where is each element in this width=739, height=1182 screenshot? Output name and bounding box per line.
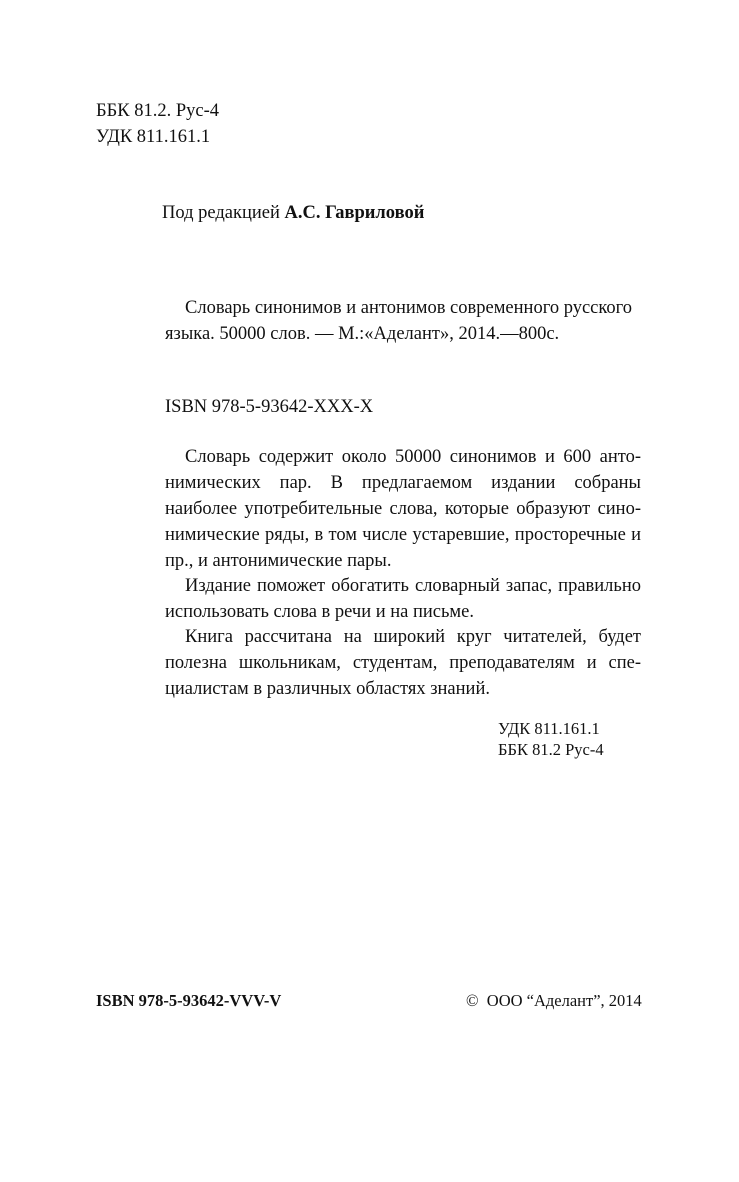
annotation-p3-line-2: полезна школьникам, студентам, преподавателям и спе- bbox=[165, 653, 641, 673]
citation-line-2: языка. 50000 слов. — М.:«Аделант», 2014.—800с. bbox=[165, 324, 560, 344]
copyright-symbol: © bbox=[466, 991, 479, 1010]
udk-code-top: УДК 811.161.1 bbox=[96, 127, 211, 147]
annotation-p3-line-1: Книга рассчитана на широкий круг читателей, будет bbox=[185, 627, 641, 647]
annotation-p3-line-3: циалистам в различных областях знаний. bbox=[165, 679, 490, 699]
editor-name: А.С. Гавриловой bbox=[284, 203, 425, 223]
citation-line-1: Словарь синонимов и антонимов современного русского bbox=[185, 298, 633, 318]
annotation-p1-line-5: пр., и антонимические пары. bbox=[165, 551, 392, 571]
annotation-p1-line-1: Словарь содержит около 50000 синонимов и 600 анто- bbox=[185, 447, 641, 467]
editor-line bbox=[162, 202, 424, 224]
bbk-code-bottom: ББК 81.2 Рус-4 bbox=[498, 740, 604, 759]
isbn-main: ISBN 978-5-93642-XXX-X bbox=[165, 397, 374, 417]
annotation-p1-line-2: нимических пар. В предлагаемом издании собраны bbox=[165, 473, 641, 493]
bbk-code-top: ББК 81.2. Рус-4 bbox=[96, 101, 219, 121]
annotation-p2-line-2: использовать слова в речи и на письме. bbox=[165, 602, 474, 622]
copyright-text: ООО “Аделант”, 2014 bbox=[486, 991, 642, 1010]
annotation-p1-line-3: наиболее употребительные слова, которые образуют сино- bbox=[165, 499, 641, 519]
annotation-p1-line-4: нимические ряды, в том числе устаревшие, просторечные и bbox=[165, 525, 641, 545]
copyright-line bbox=[466, 991, 642, 1011]
udk-code-bottom: УДК 811.161.1 bbox=[498, 719, 600, 738]
editor-prefix: Под редакцией bbox=[162, 203, 285, 223]
annotation-p2-line-1: Издание поможет обогатить словарный запас, правильно bbox=[185, 576, 641, 596]
isbn-footer: ISBN 978-5-93642-VVV-V bbox=[96, 991, 282, 1010]
